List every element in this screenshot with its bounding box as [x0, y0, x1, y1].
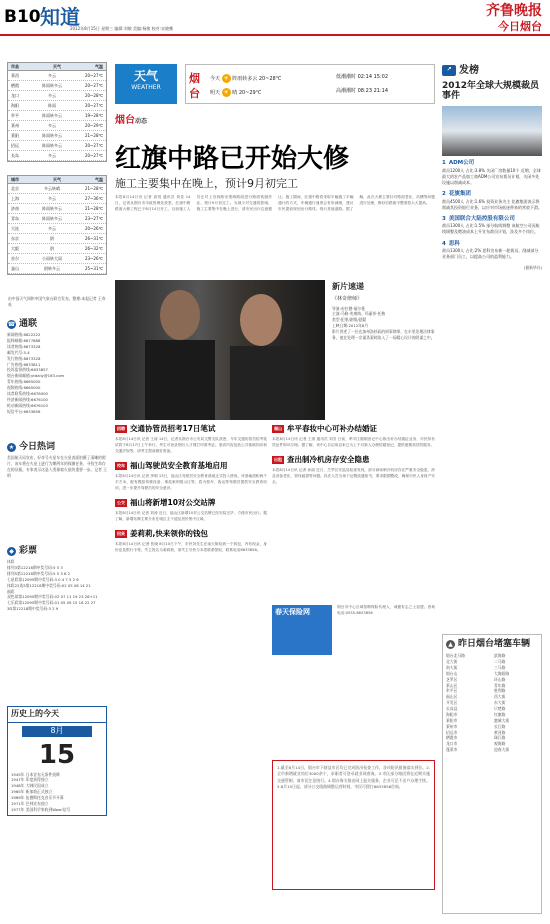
contact-line: 经济新闻热线:6676100: [7, 396, 48, 402]
movie-photo: [115, 280, 325, 420]
article-title: 姜莉莉,快来领你的钱包: [130, 528, 208, 538]
lottery-line: 体彩22选5第12218期中奖号码:02 05 08 14 21: [7, 582, 91, 588]
lottery-title: 彩票: [19, 546, 38, 556]
finance-source: (据新华社): [523, 265, 542, 271]
contact-line: 报料邮箱:6677888: [7, 338, 41, 344]
crossing-item: 东大街: [494, 700, 506, 706]
crossing-item: 大海阳路: [494, 670, 510, 676]
article: [115, 461, 267, 492]
crossing-item: 三马路: [494, 664, 506, 670]
crossing-item: 二马路: [494, 659, 506, 665]
history-event: 1965年 新加坡正式独立: [11, 789, 53, 795]
finance-box: [442, 64, 542, 271]
finance-company: 美国联合大陆控股有限公司: [448, 215, 515, 222]
crossing-item: 观海路: [494, 741, 506, 747]
ad-body: 烟台市中心区域招聘保险代理人，诚邀有志之士加盟。咨询电话:0535-6633856: [337, 605, 435, 615]
lottery-line: 3D第12218期中奖号码:3 2 9: [7, 606, 59, 612]
lottery-icon: ◆: [7, 547, 16, 556]
movie-line: 影片讲述了一位在加州洛杉矶的刑事律师，在车里处理法律事务，他在处理一宗谋杀案时陷入了一场精心设计的阴谋之中。: [332, 329, 435, 340]
sun-icon: ☀: [223, 75, 229, 82]
history-event: 1971年 巴林宣布独立: [11, 800, 49, 806]
article-tag: 公交: [117, 500, 125, 506]
article-tag: 出租: [274, 457, 282, 463]
finance-item: [442, 241, 542, 261]
crossing-item: 西大街: [494, 694, 506, 700]
contact-line: 青年热线:6665000: [7, 379, 41, 385]
finance-company: ADM公司: [448, 160, 475, 167]
weather-tag: 天气 WEATHER: [115, 64, 177, 104]
finance-company: 花旗集团: [448, 191, 471, 198]
crossing-item: 港城大街: [494, 717, 510, 723]
crossing-item: 开发区: [446, 700, 458, 706]
finance-item: [442, 191, 542, 211]
contact-line: 新闻热线:6622222: [7, 332, 41, 338]
table-row: 上海 多云 27~36℃: [8, 194, 106, 204]
weather-table-local: [7, 62, 107, 162]
table-row: 牟平 阵雨转多云 19~28℃: [8, 111, 106, 121]
finance-item: [442, 216, 542, 236]
article-title: 查出制冷机房存安全隐患: [287, 454, 370, 464]
crossing-item: 芝罘区: [446, 676, 458, 682]
history-month: 8月: [22, 726, 92, 737]
column-name: 今日烟台: [498, 20, 542, 33]
table-row: 首尔 小雨转大雨 23~26℃: [8, 254, 106, 264]
table-row: 长岛 多云 20~27℃: [8, 151, 106, 161]
article-title: 福山驾驶员安全教育基地启用: [130, 460, 228, 470]
article: [115, 529, 267, 554]
article-title: 福山将新增10对公交站牌: [130, 497, 216, 507]
lottery-box: [7, 545, 107, 612]
ad-banner[interactable]: 春天保险网: [272, 605, 332, 655]
contact-line: 烟台新闻邮箱:ytdaily@163.com: [7, 373, 65, 379]
crossing-item: 栖霞市: [446, 735, 458, 741]
crossing-item: 蓬莱市: [446, 747, 458, 753]
history-event: 1948年 大韩民国成立: [11, 783, 49, 789]
crossing-item: 北大街: [446, 659, 458, 665]
lottery-line: 体彩: [7, 559, 15, 565]
crossing-item: 迎春大街: [494, 747, 510, 753]
crossing-item: 青年路: [494, 682, 506, 688]
contact-line: 短信平台:6633856: [7, 408, 41, 414]
history-box: [7, 706, 107, 816]
article-tag: 福山: [274, 426, 282, 432]
table-row: 招远 阵雨转多云 20~27℃: [8, 141, 106, 151]
crossing-item: 南大街: [446, 664, 458, 670]
date-line: 2012年8月15日 星期三 编辑:刘敏 美编:杨敏 校对:宋晓鹰: [70, 26, 173, 31]
movie-line: 上映日期:2012年8月: [332, 323, 369, 329]
phone-icon: ☎: [7, 320, 16, 328]
movie-box: [332, 282, 437, 341]
table-row: 栖霞 阵雨转多云 20~27℃: [8, 81, 106, 91]
article-title: 牟平春妆中心可补办结婚证: [287, 424, 377, 433]
article-body: 本报8月14日讯 记者 孙丽 近日，芝罘区安监局检查发现，部分商场制冷机房存在严重安全隐患，涉及设备老化、管线破损等问题。执法人员当场下达整改通知书，要求限期整改，确保市民人身财产安全。: [272, 468, 435, 484]
lottery-line: 排列5第12218期中奖号码:5 5 3 8 2: [7, 570, 71, 576]
movie-subtitle: 《林奇律师》: [332, 295, 363, 302]
notice-body: 1.截至8月14日，烟台市下辖县市区均已完成防汛检查工作，各项防汛措施落实到位。2.全市新增就业岗位3000余个，求职者可登录就业网查询。3.市区部分路段将在近期实施交通管制，请市民注意绕行。4.烟台海关推出网上报关服务，企业可足不出户办理手续。5.8月15日起，部分公交线路调整运营时间，市民可拨打6633856咨询。: [277, 765, 430, 789]
table-row: 济南 阵雨转多云 21~28℃: [8, 204, 106, 214]
flame-icon: ★: [8, 443, 15, 451]
crossing-item: 红旗路: [494, 711, 506, 717]
main-headline: 红旗中路已开始大修: [115, 144, 350, 174]
crossing-item: 胜利路: [494, 688, 506, 694]
history-event: 1969年 伍德斯托克音乐节开幕: [11, 795, 64, 801]
article-body: 本报8月14日讯 记者 李明 13日，福山区驾驶员安全教育基地正式投入使用。该基地面积两千平方米，配有模拟驾驶设备、事故案例展示区等，将为校车、客运等驾驶员提供安全教育培训，进一步提升驾驶员的安全意识。: [115, 474, 267, 490]
main-body: 本报8月14日讯 记者 高悦 通讯员 刘佳 14日，记者从烟台市市政管理处获悉，红旗中路路面大修工程已于8月14日开工，目前施工人员正对上夼西路至观海路段进行路面铣刨作业，预计9月初完工。为减少对交通的影响，施工主要集中在晚上进行，请市民出行注意避让。施工期间，红旗中路将采取半幅施工半幅通行的方式，车辆通行速度会有所减缓，建议市民提前规划出行路线，绕行其他道路。据了解，此次大修主要针对路面老化、坑槽等问题进行处理，修好后路面平整度将大大提高。: [115, 195, 435, 211]
crossing-item: 滨海路: [494, 653, 506, 659]
hot-words-box: [7, 441, 107, 479]
weather-note: 由中国天气网和中国气象台联合发布，整理:本报记者 王寿英: [8, 296, 106, 307]
table-row: 莱阳 阵雨转多云 21~28℃: [8, 131, 106, 141]
finance-headline: 2012年全球大规模裁员事件: [442, 80, 540, 102]
article-body: 本报8月14日讯 记者 张晓 8月10日下午，市民刘先生在南大街捡到一个钱包，内有现金、身份证及银行卡等。失主姓名为姜莉莉，请失主尽快与本报联系领取，联系电话6633856。: [115, 541, 267, 552]
table-row: 釜山 阴转多云 25~31℃: [8, 264, 106, 274]
finance-title: 发榜: [459, 65, 479, 76]
article-tag: 校车: [117, 463, 125, 469]
contact-box: [7, 318, 107, 414]
history-day: 15: [38, 739, 76, 770]
table-header: 市县 天气 气温: [8, 63, 106, 71]
contact-line: 广告热线:6633811: [7, 361, 41, 367]
crossing-item: 珠江路: [494, 735, 506, 741]
articles-left: [115, 424, 267, 560]
table-row: 龙口 多云 20~28℃: [8, 91, 106, 101]
lottery-line: 排列3第12218期中奖号码:5 5 3: [7, 565, 63, 571]
finance-detail: 裁员1300人 占比:1.5% 部分航线调整 该航空公司因航线调整及燃油成本上升宣布裁员计划，涉及多个岗位。: [442, 223, 540, 235]
crossing-item: 烟台北马路: [446, 653, 465, 659]
articles-right: [272, 424, 435, 492]
article-body: 本报8月14日讯 记者 刘涛 近日，福山区新增10对公交站牌已经安装完毕，方便市民出行。据了解，新增站牌主要分布在城区主干道及居民集中区域。: [115, 510, 267, 521]
movie-line: 主演:马修·麦康纳、玛丽莎·托梅: [332, 311, 386, 317]
finance-rank: 2: [442, 191, 446, 198]
brand-logo: 齐鲁晚报: [486, 3, 542, 19]
contact-title: 通联: [19, 319, 38, 329]
hot-words-title: 今日热词: [19, 442, 56, 452]
crossing-item: 龙口市: [446, 741, 458, 747]
lottery-line: 七乐彩第12095期中奖号码:01 05 09 15 18 22 27: [7, 600, 96, 606]
history-event: 1945年 日本宣布无条件投降: [11, 771, 60, 777]
weather-box: 烟台 今天 ☀ 阵雨转多云 20~28℃ 明天 ☀ 晴 20~29℃ 低潮潮时 02:14 15:02 高潮潮时 08:23 21:14: [185, 64, 435, 104]
actor-face: [160, 290, 200, 340]
crossing-item: 长江路: [494, 723, 506, 729]
section-title: 知道: [40, 5, 80, 29]
crossing-item: 莱州市: [446, 723, 458, 729]
crossing-item: 海阳市: [446, 711, 458, 717]
crossing-item: 黄河路: [494, 729, 506, 735]
crossing-title: 昨日烟台堵塞车辆: [458, 639, 531, 649]
hot-words-body: 美国航天局宣布，好奇号火星车在火星表面拍摄了清晰的照片，该车将在火星上进行为期两年的探测任务，寻找生命存在的证据。专家表示这是人类探索火星的重要一步。记者 王明: [7, 455, 107, 478]
finance-company: 思科: [448, 240, 460, 247]
table-row: 莱西 多云 20~27℃: [8, 71, 106, 81]
crossing-item: 烟台山: [446, 670, 458, 676]
page-number: B10: [4, 7, 41, 27]
crossing-item: 长岛县: [446, 706, 458, 712]
car-icon: ▲: [446, 640, 455, 649]
crossing-item: 莱山区: [446, 682, 458, 688]
weather-city: 烟台: [189, 72, 200, 100]
chart-icon: ↗: [442, 65, 456, 76]
contact-line: 投诉监督热线:6633857: [7, 367, 48, 373]
contact-line: 读者热线:6673328: [7, 343, 41, 349]
table-header: 城市 天气 气温: [8, 176, 106, 184]
finance-photo: [442, 106, 542, 156]
table-row: 东京 阴 26~31℃: [8, 234, 106, 244]
crossing-item: 福山区: [446, 694, 458, 700]
crossing-item: 招远市: [446, 729, 458, 735]
article-title: 交通协管员招考17日笔试: [130, 424, 216, 433]
history-event: 1977年 美国科学家收到Wow!信号: [11, 806, 71, 812]
contact-line: 视频热线:6665000: [7, 385, 41, 391]
notice-box: [272, 760, 435, 890]
article-body: 本报8月14日讯 记者 王涛 14日，记者从烟台市公安局交警支队获悉，今年交通协管员招考笔试将于8月17日上午举行，考生可登录烟台人才网打印准考证。笔试内容包括公共基础知识和交通法规等，请考生提前做好准备。: [115, 437, 267, 453]
contact-line: 邮发代号:5-4: [7, 349, 30, 355]
article-body: 本报8月14日讯 记者 王涛 通讯员 刘芳 日前，牟平区婚姻登记中心推出补办结婚证业务，市民持有效证件即可办理。据了解，该中心自启用以来已为上千对新人办理结婚登记，提供便捷高效的服务。: [272, 437, 435, 448]
crossing-item: 莱阳市: [446, 717, 458, 723]
contact-line: 机动新闻热线:6676103: [7, 402, 48, 408]
finance-detail: 裁员4500人 占比:1.6% 投资业务为主 花旗集团表示将削减其投资银行业务，以应对市场低迷带来的营收下滑。: [442, 198, 542, 210]
history-event: 1947年 印度获得独立: [11, 777, 49, 783]
article-tag: 招贤: [117, 531, 125, 537]
crossing-box: [442, 634, 542, 914]
crossing-item: 环山路: [494, 676, 506, 682]
article: [272, 424, 435, 449]
movie-line: 导演:布拉德·福尔曼: [332, 305, 365, 311]
finance-rank: 1: [442, 160, 446, 167]
crossing-item: 牟平区: [446, 688, 458, 694]
table-row: 北京 多云转晴 21~28℃: [8, 184, 106, 194]
movie-title: 新片速递: [332, 282, 364, 291]
lottery-line: 双色球第12095期中奖号码:02 07 11 19 23 28+11: [7, 594, 98, 600]
contact-line: 读者联系热线:6678000: [7, 390, 48, 396]
finance-rank: 4: [442, 240, 446, 247]
finance-rank: 3: [442, 215, 446, 222]
table-row: 青岛 阵雨转多云 23~27℃: [8, 214, 106, 224]
article: [272, 455, 435, 486]
lottery-line: 七星彩第12095期中奖号码:3 0 4 7 5 2 6: [7, 576, 79, 582]
weather-table-cities: [7, 175, 107, 275]
article-tag: 招聘: [117, 426, 125, 432]
lottery-line: 福彩: [7, 588, 15, 594]
main-subhead: 施工主要集中在晚上，预计9月初完工: [115, 177, 298, 190]
article: [115, 498, 267, 523]
table-row: 大连 多云 20~26℃: [8, 224, 106, 234]
crossing-item: 只楚路: [494, 706, 506, 712]
finance-item: [442, 160, 542, 186]
sun-icon: ☀: [223, 89, 229, 96]
table-row: 莱州 多云 20~29℃: [8, 121, 106, 131]
finance-detail: 裁员1200人 占比:3.8% 关闭厂房数量10个 近期，全球最大的农产品加工商ADM公司宣布裁员计划，关闭多处设施以削减成本。: [442, 167, 541, 185]
table-row: 大阪 阴 26~32℃: [8, 244, 106, 254]
history-title: 历史上的今天: [8, 707, 106, 723]
kicker: 烟台动态: [115, 115, 148, 126]
article: [115, 424, 267, 455]
contact-line: 发行热线:6673328: [7, 355, 41, 361]
actor-face: [240, 294, 282, 346]
movie-line: 类型:犯罪/剧情/悬疑: [332, 317, 367, 323]
table-row: 海阳 阵雨 20~27℃: [8, 101, 106, 111]
finance-detail: 裁员1300人 占比:2% 思科宣布新一轮裁员，削减部分业务部门员工，以提高公司的盈利能力。: [442, 248, 539, 260]
